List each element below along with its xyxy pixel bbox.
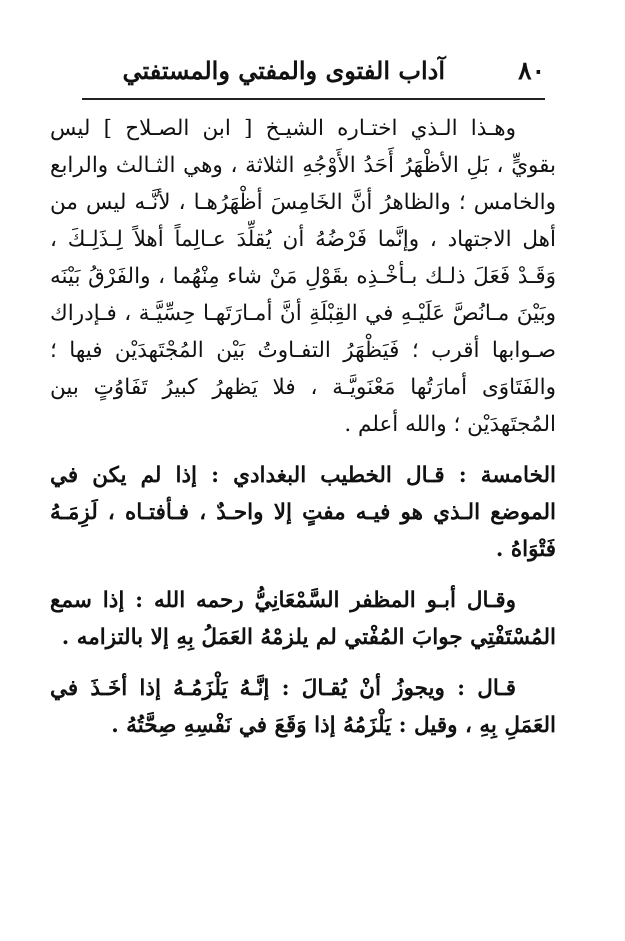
paragraph-qala <box>50 670 556 744</box>
section-lead: الخامسة : <box>458 463 556 488</box>
paragraph-samani <box>50 582 556 656</box>
paragraph-text: قـال : ويجوزُ أنْ يُقـالَ : إنَّـهُ يَلْزَمُـهُ إذا أخَـذَ في العَمَلِ بِهِ ، وقيل : يَلْزَمُهُ إذا وَقَعَ في نَفْسِهِ صِحَّتُهُ . <box>50 676 556 738</box>
page-number: ٨٠ <box>518 56 545 85</box>
paragraph-opinion <box>50 110 556 443</box>
paragraph-text: وقـال أبـو المظفر السَّمْعَانِيُّ رحمه الله : إذا سمع المُسْتَفْتِي جوابَ المُفْتي لم يلزمْهُ العَمَلُ بِهِ إلا بالتزامه . <box>50 588 556 650</box>
page-header <box>82 52 545 100</box>
paragraph-text: وهـذا الـذي اختـاره الشيـخ [ ابن الصـلاح ] ليس بقويٍّ ، بَلِ الأظْهَرُ أَحَدُ الأَوْجُهِ الثلاثة ، وهي الثـالث والرابع والخامس ؛ والظاهرُ أنَّ الخَامِسَ أظْهَرُهـا ، لأنَّـه ليس من أهل الاجتهاد ، وإنَّما فَرْضُهُ أن يُقلِّدَ عـالِماً أهلاً لِـذَلِـكَ ، وَقَـدْ فَعَلَ ذلـك بـأخْـذِه بقَوْلِ مَنْ شاء مِنْهُما ، والفَرْقُ بَيْنَه وبَيْنَ مـانُصَّ عَلَيْـهِ في القِبْلَةِ أنَّ أمـارَتَهـا حِسِّيَّـة ، فـإدراك صـوابها أقرب ؛ فَيَظْهَرُ التفـاوتُ بَيْن المُجْتَهدَيْن فيها ؛ والفَتَاوَى أمارَتُها مَعْنَويَّـة ، فلا يَظهرُ كبيرُ تَفَاوُتٍ بين المُجتَهدَيْن ؛ والله أعلم . <box>50 116 556 437</box>
page-body <box>50 110 556 758</box>
running-title: آداب الفتوى والمفتي والمستفتي <box>122 56 445 85</box>
paragraph-fifth <box>50 457 556 568</box>
paragraph-text: قـال الخطيب البغدادي : إذا لم يكن في الموضع الـذي هو فيـه مفتٍ إلا واحـدٌ ، فـأفتـاه ، لَزِمَـهُ فَتْوَاهُ . <box>50 463 556 562</box>
